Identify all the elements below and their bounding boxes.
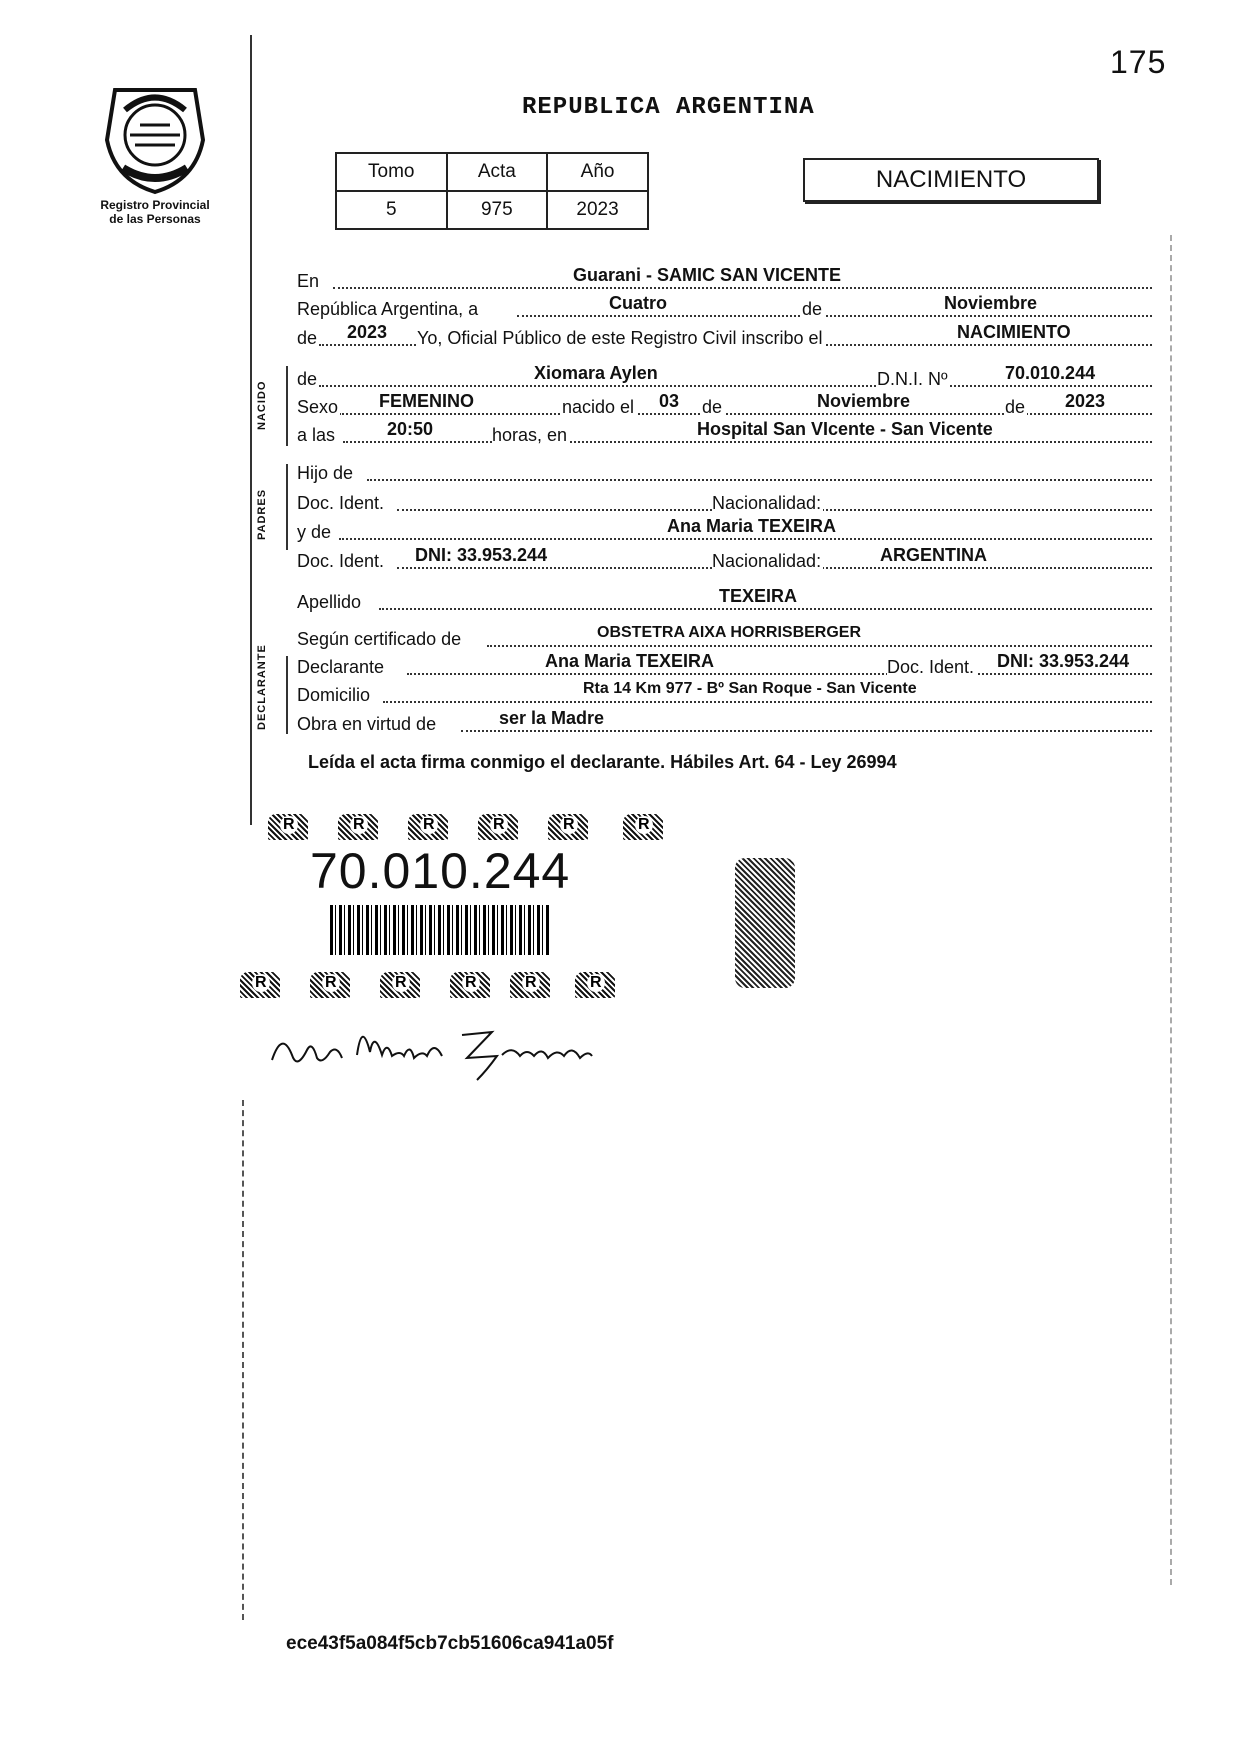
- label-apellido: Apellido: [297, 592, 362, 612]
- label-domicilio: Domicilio: [297, 685, 371, 705]
- barcode: [330, 905, 550, 955]
- row-hora: [297, 419, 1152, 446]
- label-de-4: de: [702, 397, 723, 417]
- label-a-las: a las: [297, 425, 336, 445]
- value-anio: 2023: [547, 191, 648, 229]
- security-stamp-strip-bottom: R R R R R R: [240, 972, 680, 1002]
- row-sexo: [297, 391, 1152, 418]
- row-domicilio: [297, 680, 1152, 706]
- row-hijo-de: [297, 462, 1152, 484]
- value-dni: 70.010.244: [1005, 363, 1096, 383]
- section-padres-label: PADRES: [256, 488, 268, 540]
- seal-icon: [95, 80, 215, 195]
- value-acta: 975: [447, 191, 548, 229]
- value-tomo: 5: [336, 191, 447, 229]
- label-nacionalidad-2: Nacionalidad:: [712, 551, 822, 571]
- header-anio: Año: [547, 153, 648, 191]
- value-obra: ser la Madre: [499, 708, 605, 728]
- value-madre-doc: DNI: 33.953.244: [415, 545, 548, 565]
- row-fecha: [297, 293, 1152, 320]
- page-number: 175: [1110, 44, 1167, 80]
- row-lugar: [297, 265, 1152, 292]
- row-certificado: [297, 624, 1152, 650]
- stamp-number: 70.010.244: [310, 843, 571, 899]
- value-declarante-doc: DNI: 33.953.244: [997, 651, 1130, 671]
- security-stamp-strip-top: R R R R R R: [268, 814, 688, 844]
- dotted-line: [339, 413, 1152, 415]
- signature: [262, 1010, 612, 1090]
- value-dia-texto: Cuatro: [609, 293, 667, 313]
- label-declarante: Declarante: [297, 657, 385, 677]
- row-madre: [297, 516, 1152, 543]
- value-declarante: Ana Maria TEXEIRA: [545, 651, 715, 671]
- province-seal: [95, 80, 215, 195]
- section-nacido-label: NACIDO: [256, 380, 268, 430]
- header-tomo: Tomo: [336, 153, 447, 191]
- value-apellido: TEXEIRA: [719, 586, 798, 606]
- label-y-de: y de: [297, 522, 332, 542]
- label-doc-ident-2: Doc. Ident.: [297, 551, 385, 571]
- row-padre-doc: [297, 492, 1152, 514]
- label-de-2: de: [297, 328, 318, 348]
- value-anio-nac: 2023: [1065, 391, 1106, 411]
- label-doc-ident: Doc. Ident.: [297, 493, 385, 513]
- label-de-3: de: [297, 369, 318, 389]
- closing-text: Leída el acta firma conmigo el declarante. Hábiles Art. 64 - Ley 26994: [308, 752, 897, 772]
- label-de-1: de: [802, 299, 823, 319]
- dotted-line: [319, 385, 1152, 387]
- value-hora: 20:50: [387, 419, 434, 439]
- row-nombre: [297, 363, 1152, 390]
- value-nombre: Xiomara Aylen: [534, 363, 658, 383]
- dotted-line: [379, 608, 1152, 610]
- dotted-line: [517, 315, 1152, 317]
- value-tipo: NACIMIENTO: [957, 322, 1071, 342]
- dotted-line: [407, 673, 1152, 675]
- label-en: En: [297, 271, 320, 291]
- label-nacionalidad: Nacionalidad:: [712, 493, 822, 513]
- label-doc-ident-3: Doc. Ident.: [887, 657, 975, 677]
- value-certificado: OBSTETRA AIXA HORRISBERGER: [597, 624, 862, 641]
- value-lugar: Guarani - SAMIC SAN VICENTE: [573, 265, 842, 285]
- value-lugar-nac: Hospital San VIcente - San Vicente: [697, 419, 993, 439]
- section-declarante-bar: [286, 656, 288, 734]
- row-declarante: [297, 651, 1152, 678]
- country-title: REPUBLICA ARGENTINA: [522, 94, 815, 121]
- label-hijo-de: Hijo de: [297, 463, 354, 483]
- value-mes: Noviembre: [944, 293, 1038, 313]
- label-dni: D.N.I. Nº: [877, 369, 948, 389]
- section-nacido-bar: [286, 366, 288, 446]
- registry-caption: [85, 198, 225, 226]
- label-republica: República Argentina, a: [297, 299, 479, 319]
- value-sexo: FEMENINO: [379, 391, 475, 411]
- row-madre-doc: [297, 545, 1152, 572]
- margin-dash-right: [1170, 235, 1172, 1585]
- value-madre: Ana Maria TEXEIRA: [667, 516, 837, 536]
- value-madre-nac: ARGENTINA: [880, 545, 987, 565]
- dotted-line: [383, 701, 1152, 703]
- label-nacido-el: nacido el: [562, 397, 635, 417]
- row-inscripcion: [297, 322, 1152, 349]
- value-domicilio: Rta 14 Km 977 - Bº San Roque - San Vicente: [583, 680, 917, 697]
- dotted-line: [333, 287, 1152, 289]
- dotted-line: [461, 730, 1152, 732]
- label-obra: Obra en virtud de: [297, 714, 437, 734]
- value-anio: 2023: [347, 322, 388, 342]
- caption-line-1: Registro Provincial: [100, 198, 210, 212]
- label-segun: Según certificado de: [297, 629, 462, 649]
- dotted-line: [343, 441, 1152, 443]
- signature-icon: [262, 1010, 612, 1090]
- margin-line: [250, 35, 252, 825]
- label-de-5: de: [1005, 397, 1026, 417]
- dotted-line: [339, 538, 1152, 540]
- section-declarante-label: DECLARANTE: [256, 644, 268, 730]
- hologram-seal: [735, 858, 795, 988]
- header-acta: Acta: [447, 153, 548, 191]
- row-apellido: [297, 586, 1152, 613]
- dotted-line: [367, 479, 1152, 481]
- value-mes-nac: Noviembre: [817, 391, 911, 411]
- label-yo: Yo, Oficial Público de este Registro Civil inscribo el: [417, 328, 823, 348]
- row-obra: [297, 708, 1152, 735]
- caption-line-2: de las Personas: [109, 212, 201, 226]
- section-padres-bar: [286, 464, 288, 550]
- label-horas-en: horas, en: [492, 425, 568, 445]
- dotted-line: [487, 645, 1152, 647]
- label-sexo: Sexo: [297, 397, 339, 417]
- document-hash: ece43f5a084f5cb7cb51606ca941a05f: [286, 1633, 614, 1654]
- reference-table: [335, 152, 649, 230]
- margin-dash-left: [242, 1100, 244, 1620]
- value-dia-nac: 03: [659, 391, 680, 411]
- record-type-box: NACIMIENTO: [803, 158, 1099, 202]
